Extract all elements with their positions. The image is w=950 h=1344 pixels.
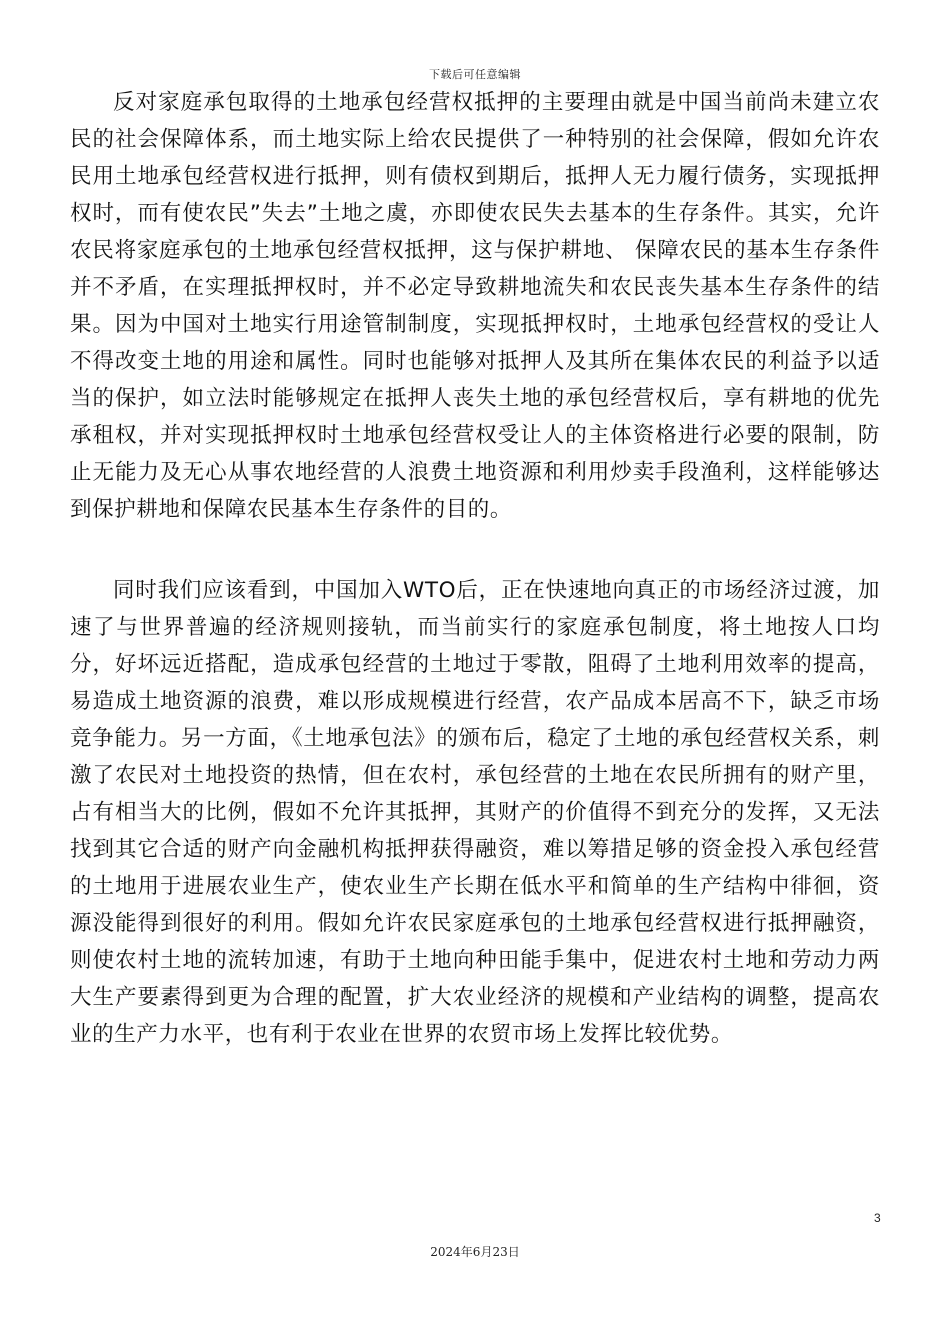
body-paragraph-2: 同时我们应该看到，中国加入WTO后，正在快速地向真正的市场经济过渡，加速了与世界普遍的经济规则接轨，而当前实行的家庭承包制度，将土地按人口均分，好坏远近搭配，造成承包经营的土地过于零散，阻碍了土地利用效率的提高，易造成土地资源的浪费，难以形成规模进行经营，农产品成本居高不下，缺乏市场竞争能力。另一方面，《土地承包法》的颁布后，稳定了土地的承包经营权关系，刺激了农民对土地投资的热情，但在农村，承包经营的土地在农民所拥有的财产里，占有相当大的比例，假如不允许其抵押，其财产的价值得不到充分的发挥，又无法找到其它合适的财产向金融机构抵押获得融资，难以筹措足够的资金投入承包经营的土地用于进展农业生产，使农业生产长期在低水平和简单的生产结构中徘徊，资源没能得到很好的利用。假如允许农民家庭承包的土地承包经营权进行抵押融资，则使农村土地的流转加速，有助于土地向种田能手集中，促进农村土地和劳动力两大生产要素得到更为合理的配置，扩大农业经济的规模和产业结构的调整，提高农业的生产力水平，也有利于农业在世界的农贸市场上发挥比较优势。: [70, 578, 880, 1047]
body-paragraph-1: 反对家庭承包取得的土地承包经营权抵押的主要理由就是中国当前尚未建立农民的社会保障体系，而土地实际上给农民提供了一种特别的社会保障，假如允许农民用土地承包经营权进行抵押，则有债权到期后，抵押人无力履行债务，实现抵押权时，而有使农民”失去”土地之虞，亦即使农民失去基本的生存条件。其实，允许农民将家庭承包的土地承包经营权抵押，这与保护耕地、 保障农民的基本生存条件并不矛盾，在实理抵押权时，并不必定导致耕地流失和农民丧失基本生存条件的结果。因为中国对土地实行用途管制制度，实现抵押权时，土地承包经营权的受让人不得改变土地的用途和属性。同时也能够对抵押人及其所在集体农民的利益予以适当的保护，如立法时能够规定在抵押人丧失土地的承包经营权后，享有耕地的优先承租权，并对实现抵押权时土地承包经营权受让人的主体资格进行必要的限制，防止无能力及无心从事农地经营的人浪费土地资源和利用炒卖手段渔利，这样能够达到保护耕地和保障农民基本生存条件的目的。: [70, 90, 880, 522]
page-number: 3: [874, 1211, 881, 1225]
header-note: 下载后可任意编辑: [429, 68, 521, 81]
footer-date: 2024年6月23日: [430, 1245, 520, 1259]
